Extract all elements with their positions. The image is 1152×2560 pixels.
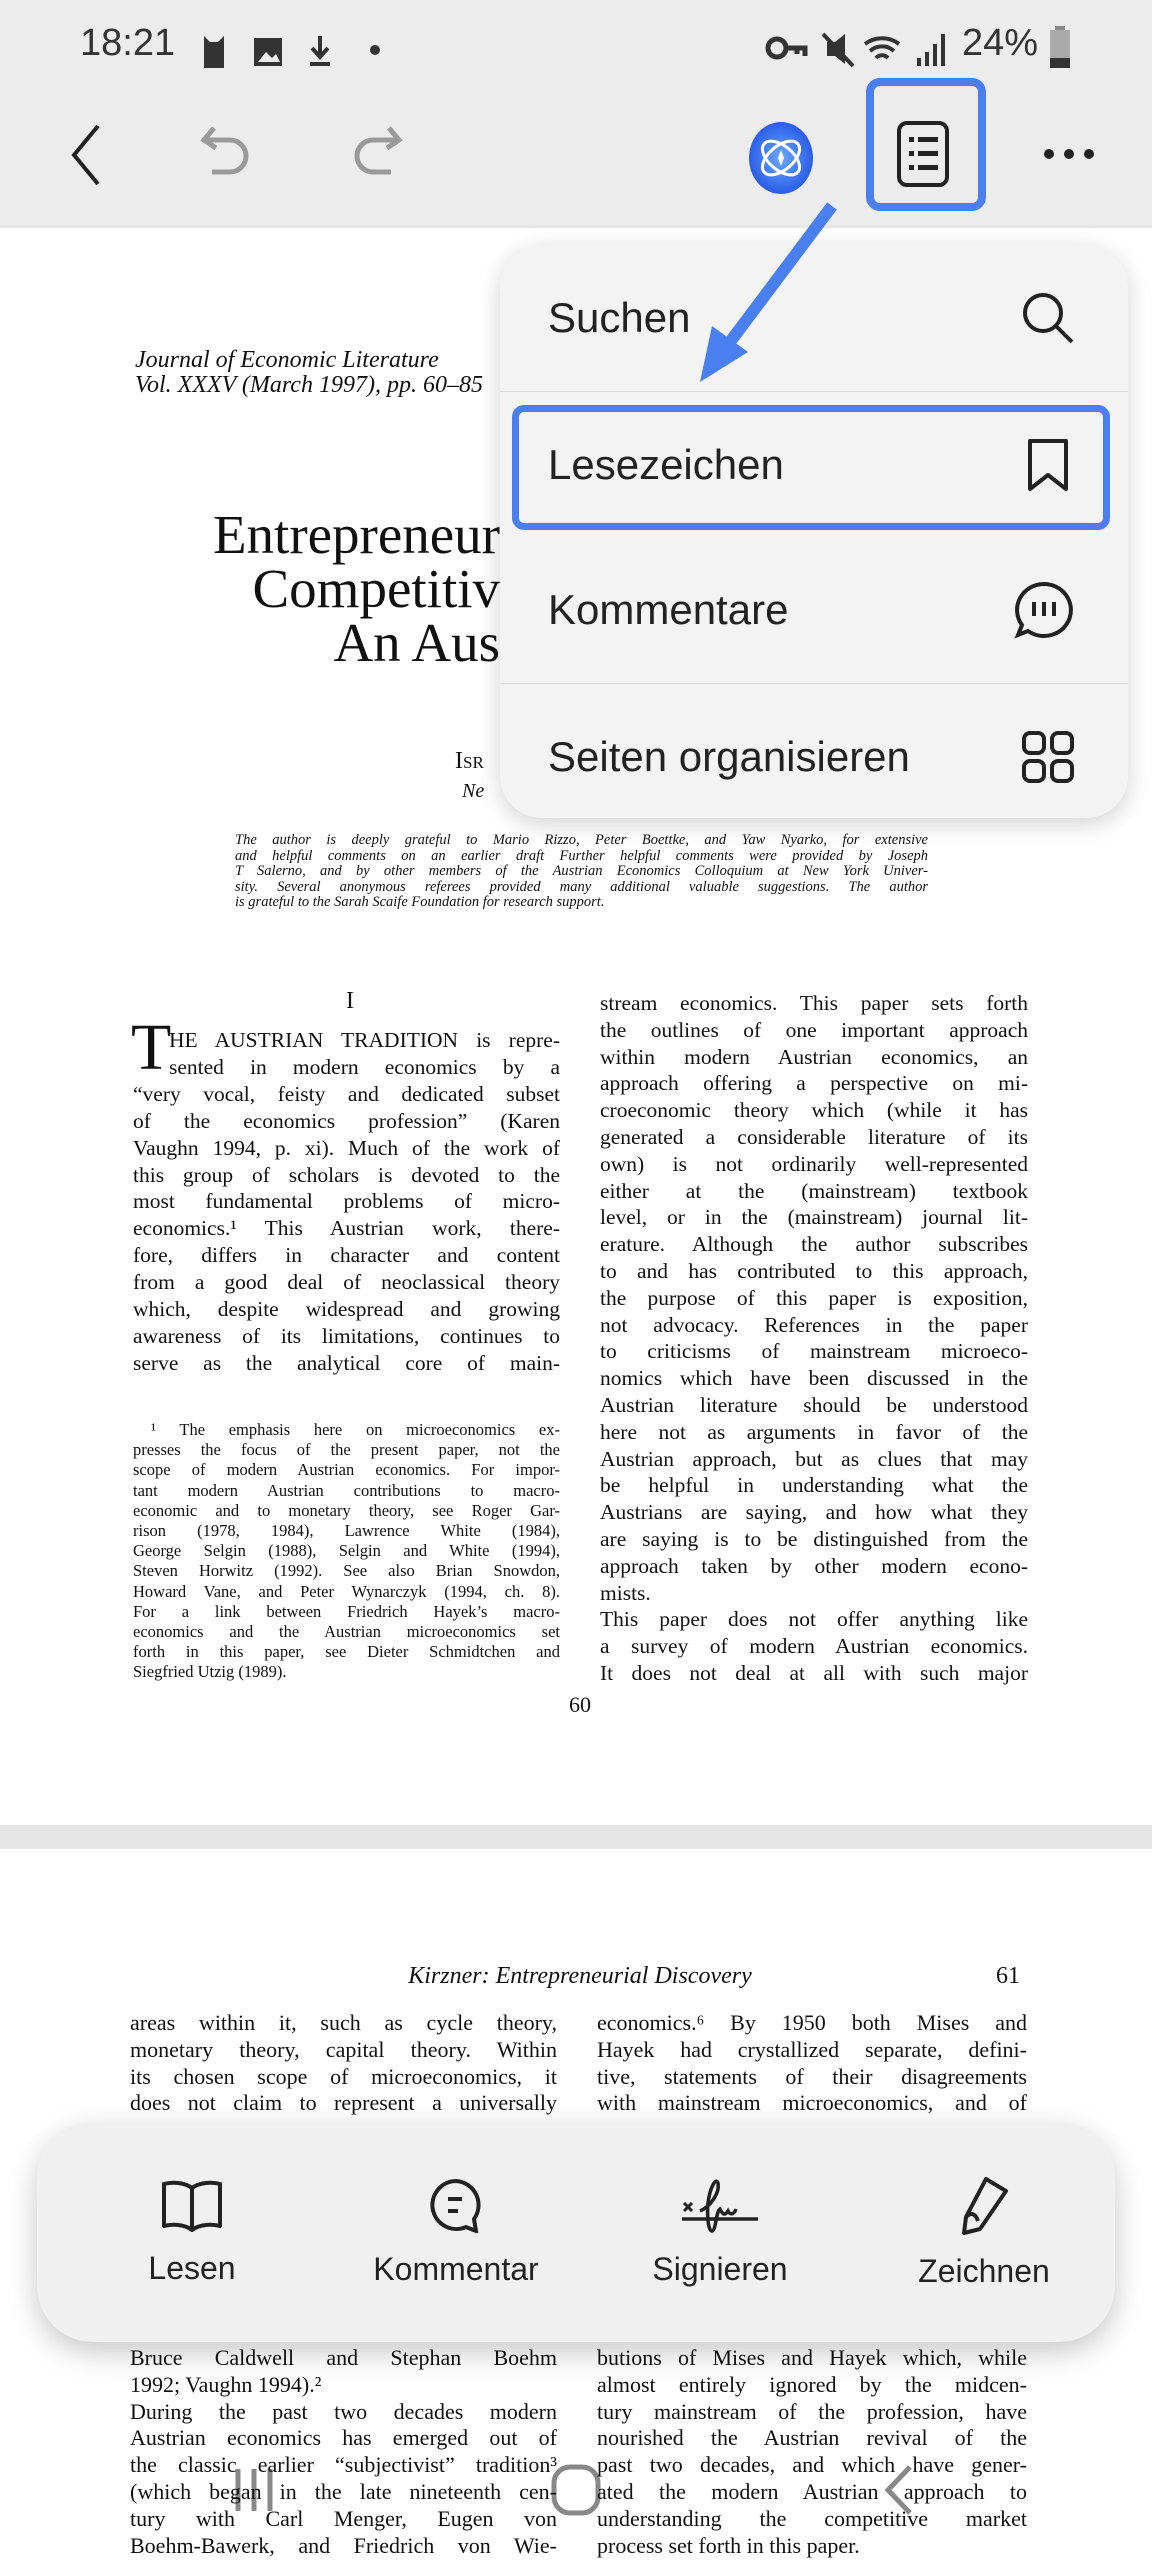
button-label: Signieren bbox=[652, 2250, 788, 2287]
text-line: Boehm-Bawerk, and Friedrich von Wie- bbox=[130, 2532, 557, 2558]
text-line: tury with Carl Menger, Eugen von bbox=[130, 2505, 557, 2531]
journal-volume: Vol. XXXV (March 1997), pp. 60–85 bbox=[135, 372, 483, 398]
text-line: erature. Although the author subscribes bbox=[600, 1232, 1028, 1257]
text-line: be helpful in understanding what the bbox=[600, 1473, 1028, 1498]
title-line: An Aus bbox=[333, 612, 500, 673]
text-line: this group of scholars is devoted to the bbox=[133, 1162, 560, 1187]
text-line: Vaughn 1994, p. xi). Much of the work of bbox=[133, 1135, 560, 1160]
battery-percent: 24% bbox=[962, 22, 1039, 64]
menu-item-label: Kommentare bbox=[548, 586, 789, 633]
text-line: mists. bbox=[600, 1580, 651, 1605]
text-line: most fundamental problems of micro- bbox=[133, 1189, 560, 1214]
text-line: tive, statements of their disagreements bbox=[597, 2063, 1027, 2089]
text-line: butions of Mises and Hayek which, while bbox=[597, 2345, 1027, 2370]
text-line: Austrian literature should be understood bbox=[600, 1393, 1028, 1417]
text-line: with mainstream microeconomics, and of bbox=[597, 2090, 1027, 2116]
bottom-action-bar bbox=[37, 2122, 1115, 2342]
title-line: Entrepreneur bbox=[212, 504, 500, 565]
highlight-box bbox=[512, 405, 1110, 530]
text-line: are saying is to be distinguished from the bbox=[600, 1527, 1028, 1551]
page-number: 61 bbox=[996, 1963, 1020, 1989]
footnote-line: economic and to monetary theory, see Roger Gar- bbox=[133, 1500, 560, 1520]
text-line: (which began in the late nineteenth cen- bbox=[130, 2479, 557, 2504]
text-line: areas within it, such as cycle theory, bbox=[130, 2010, 557, 2035]
book-icon bbox=[160, 2178, 224, 2232]
text-line: almost entirely ignored by the midcen- bbox=[597, 2371, 1027, 2397]
home-icon[interactable] bbox=[550, 2463, 602, 2517]
footnote-line: rison (1978, 1984), Lawrence White (1984), bbox=[133, 1521, 560, 1540]
text-line: here not as arguments in favor of the bbox=[600, 1419, 1028, 1444]
menu-item-label: Lesezeichen bbox=[548, 440, 784, 488]
text-line: awareness of its limitations, continues to bbox=[133, 1323, 560, 1348]
footnote-line: presses the focus of the present paper, not the bbox=[133, 1440, 560, 1460]
note-line: sity. Several anonymous referees provided many additional valuable suggestions. The author bbox=[235, 878, 928, 895]
text-line: During the past two decades modern bbox=[130, 2398, 557, 2424]
footnote-line: forth in this paper, see Dieter Schmidtchen and bbox=[133, 1642, 560, 1662]
text-line: fore, differs in character and content bbox=[133, 1243, 560, 1268]
pen-icon bbox=[956, 2175, 1012, 2235]
button-label: Kommentar bbox=[373, 2250, 539, 2287]
comments-icon bbox=[1012, 580, 1076, 640]
text-line: Austrian economics has emerged out of bbox=[130, 2425, 557, 2451]
arrow-annotation bbox=[0, 0, 1152, 420]
comment-icon bbox=[426, 2177, 486, 2233]
text-line: understanding the competitive market bbox=[597, 2505, 1027, 2531]
menu-item-organize-pages[interactable] bbox=[500, 683, 1128, 829]
author-name: Isr bbox=[455, 748, 484, 774]
note-line: The author is deeply grateful to Mario Rizzo, Peter Boettke, and Yaw Nyarko, for extensive bbox=[235, 832, 928, 848]
text-line: sented in modern economics by a bbox=[169, 1054, 560, 1079]
footnote-line: ¹ The emphasis here on microeconomics ex- bbox=[151, 1420, 560, 1439]
text-line: level, or in the (mainstream) journal lit- bbox=[600, 1205, 1028, 1230]
text-line: monetary theory, capital theory. Within bbox=[130, 2036, 557, 2062]
running-head: Kirzner: Entrepreneurial Discovery bbox=[408, 1963, 752, 1989]
text-line: the outlines of one important approach bbox=[600, 1017, 1028, 1042]
text-line: of the economics profession” (Karen bbox=[133, 1108, 560, 1133]
note-line: T Salerno, and by other members of the Austrian Economics Colloquium at New York Univer- bbox=[235, 863, 928, 879]
text-line: the purpose of this paper is exposition, bbox=[600, 1285, 1028, 1310]
text-line: 1992; Vaughn 1994).² bbox=[130, 2371, 322, 2397]
menu-item-label: Seiten organisieren bbox=[548, 732, 910, 780]
article-title bbox=[0, 504, 500, 673]
text-line: within modern Austrian economics, an bbox=[600, 1044, 1028, 1069]
drop-cap: T bbox=[131, 1011, 172, 1084]
menu-item-label: Suchen bbox=[548, 294, 691, 341]
note-line: is grateful to the Sarah Scaife Foundation for research support. bbox=[235, 894, 605, 910]
text-line: not advocacy. References in the paper bbox=[600, 1312, 1028, 1337]
text-line: which, despite widespread and growing bbox=[133, 1297, 560, 1321]
text-line: HE AUSTRIAN TRADITION is repre- bbox=[169, 1028, 560, 1052]
text-line: past two decades, and which have gener- bbox=[597, 2452, 1027, 2478]
footnote-line: For a link between Friedrich Hayek’s macro- bbox=[133, 1601, 560, 1621]
text-line: to criticisms of mainstream microeco- bbox=[600, 1339, 1028, 1364]
text-line: ated the modern Austrian approach to bbox=[597, 2479, 1027, 2504]
text-line: It does not deal at all with such major bbox=[600, 1661, 1028, 1685]
button-label: Zeichnen bbox=[918, 2252, 1050, 2289]
text-line: stream economics. This paper sets forth bbox=[600, 991, 1028, 1015]
author-affiliation: Ne bbox=[462, 780, 485, 802]
footnote-line: Steven Horwitz (1992). See also Brian Snowdon, bbox=[133, 1561, 560, 1581]
text-line: own) is not ordinarily well-represented bbox=[600, 1151, 1028, 1176]
text-line: a survey of modern Austrian economics. bbox=[600, 1634, 1028, 1659]
text-line: Hayek had crystallized separate, defini- bbox=[597, 2036, 1027, 2062]
text-line: approach taken by other modern econo- bbox=[600, 1553, 1028, 1578]
text-line: economics.¹ This Austrian work, there- bbox=[133, 1216, 560, 1241]
footnote-line: Howard Vane, and Peter Wynarczyk (1994, ch. 8). bbox=[133, 1581, 560, 1601]
read-button[interactable] bbox=[72, 2122, 312, 2342]
text-line: Austrian approach, but as clues that may bbox=[600, 1446, 1028, 1471]
text-line: “very vocal, feisty and dedicated subset bbox=[133, 1081, 560, 1106]
text-line: Austrians are saying, and how what they bbox=[600, 1500, 1028, 1525]
text-line: This paper does not offer anything like bbox=[600, 1607, 1028, 1632]
grid-icon bbox=[1020, 729, 1076, 785]
journal-name: Journal of Economic Literature bbox=[135, 347, 439, 373]
text-line: process set forth in this paper. bbox=[597, 2532, 860, 2558]
text-line: the classic earlier “subjectivist” tradition³ bbox=[130, 2452, 557, 2478]
footnote-line: scope of modern Austrian economics. For impor- bbox=[133, 1460, 560, 1480]
signature-icon bbox=[680, 2177, 760, 2233]
text-line: nomics which have been discussed in the bbox=[600, 1366, 1028, 1391]
page-number: 60 bbox=[569, 1692, 591, 1717]
text-line: either at the (mainstream) textbook bbox=[600, 1178, 1028, 1203]
draw-button[interactable] bbox=[864, 2122, 1104, 2342]
text-line: generated a considerable literature of its bbox=[600, 1125, 1028, 1149]
note-line: and helpful comments on an earlier draft Further helpful comments were provided by Joseph bbox=[235, 847, 928, 864]
text-line: Bruce Caldwell and Stephan Boehm bbox=[130, 2345, 557, 2370]
text-line: approach offering a perspective on mi- bbox=[600, 1071, 1028, 1096]
sign-button[interactable] bbox=[600, 2122, 840, 2342]
clock: 18:21 bbox=[80, 22, 176, 64]
text-line: economics.⁶ By 1950 both Mises and bbox=[597, 2010, 1027, 2035]
menu-item-comments[interactable] bbox=[500, 537, 1128, 683]
text-line: does not claim to represent a universally bbox=[130, 2090, 557, 2116]
footnote-line: economics and the Austrian microeconomics set bbox=[133, 1622, 560, 1641]
footnote-line: Siegfried Utzig (1989). bbox=[133, 1662, 287, 1682]
text-line: its chosen scope of microeconomics, it bbox=[130, 2063, 557, 2089]
footnote-line: tant modern Austrian contributions to macro- bbox=[133, 1480, 560, 1500]
text-line: croeconomic theory which (while it has bbox=[600, 1098, 1028, 1123]
text-line: to and has contributed to this approach, bbox=[600, 1259, 1028, 1283]
text-line: serve as the analytical core of main- bbox=[133, 1350, 560, 1375]
text-line: tury mainstream of the profession, have bbox=[597, 2398, 1027, 2424]
comment-button[interactable] bbox=[336, 2122, 576, 2342]
button-label: Lesen bbox=[148, 2249, 236, 2286]
text-line: nourished the Austrian revival of the bbox=[597, 2425, 1027, 2451]
section-number: I bbox=[346, 988, 354, 1014]
footnote-line: George Selgin (1988), Selgin and White (1994), bbox=[133, 1541, 560, 1561]
title-line: Competitiv bbox=[252, 558, 500, 619]
text-line: from a good deal of neoclassical theory bbox=[133, 1270, 560, 1295]
